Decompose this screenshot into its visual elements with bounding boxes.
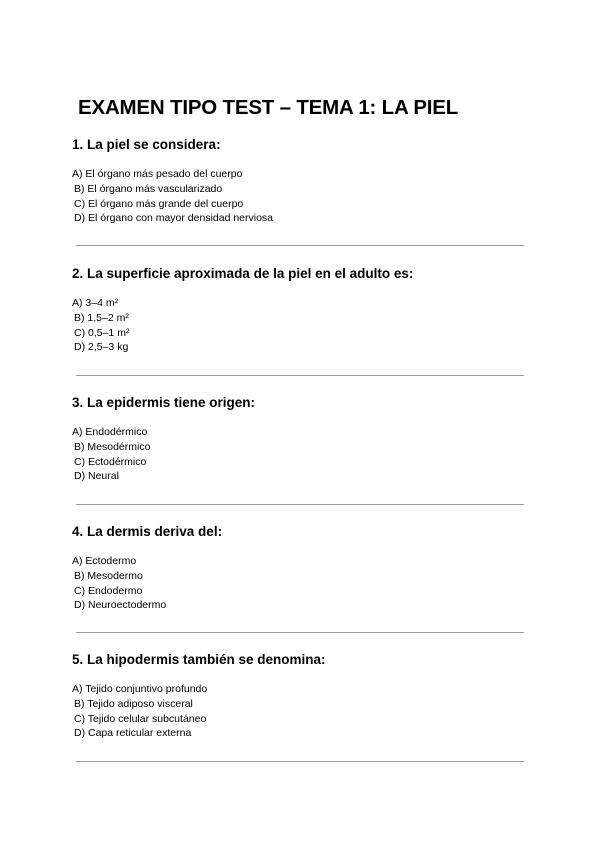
question-4-option-b: B) Mesodermo: [74, 569, 143, 582]
question-5-options: [72, 682, 532, 741]
divider-1: [76, 245, 524, 246]
question-4-options: [72, 554, 532, 613]
question-5-option-a: A) Tejido conjuntivo profundo: [72, 683, 208, 695]
question-2: [72, 266, 532, 355]
question-1: [72, 137, 532, 226]
question-4-text: 4. La dermis deriva del:: [72, 524, 223, 539]
question-3-option-d: D) Neural: [74, 470, 119, 483]
divider-5: [76, 761, 524, 762]
question-3: [72, 395, 532, 484]
question-5: [72, 652, 532, 741]
question-3-option-c: C) Ectodérmico: [74, 455, 147, 468]
exam-title: EXAMEN TIPO TEST – TEMA 1: LA PIEL: [78, 96, 459, 119]
question-5-option-b: B) Tejido adiposo visceral: [74, 697, 193, 710]
question-1-options: [72, 167, 532, 226]
question-2-option-a: A) 3–4 m²: [72, 297, 119, 309]
question-3-text: 3. La epidermis tiene origen:: [72, 395, 256, 410]
question-4: [72, 524, 532, 613]
question-1-option-a: A) El órgano más pesado del cuerpo: [72, 168, 243, 180]
divider-2: [76, 375, 524, 376]
question-2-option-b: B) 1,5–2 m²: [74, 311, 129, 324]
question-4-option-c: C) Endodermo: [74, 584, 143, 597]
question-4-option-a: A) Ectodermo: [72, 555, 137, 567]
question-3-options: [72, 425, 532, 484]
divider-4: [76, 632, 524, 633]
question-5-text: 5. La hipodermis también se denomina:: [72, 652, 326, 667]
question-5-option-d: D) Capa reticular externa: [74, 727, 192, 740]
question-2-option-d: D) 2,5–3 kg: [74, 341, 129, 354]
question-3-option-a: A) Endodérmico: [72, 426, 148, 438]
question-4-option-d: D) Neuroectodermo: [74, 599, 167, 612]
divider-3: [76, 504, 524, 505]
question-1-option-d: D) El órgano con mayor densidad nerviosa: [74, 212, 274, 225]
question-5-option-c: C) Tejido celular subcutáneo: [74, 712, 207, 725]
question-2-option-c: C) 0,5–1 m²: [74, 326, 130, 339]
question-3-option-b: B) Mesodérmico: [74, 440, 151, 453]
question-2-options: [72, 296, 532, 355]
question-2-text: 2. La superficie aproximada de la piel en el adulto es:: [72, 266, 414, 281]
question-1-option-b: B) El órgano más vascularizado: [74, 182, 223, 195]
question-1-text: 1. La piel se considera:: [72, 137, 221, 152]
question-1-option-c: C) El órgano más grande del cuerpo: [74, 197, 244, 210]
